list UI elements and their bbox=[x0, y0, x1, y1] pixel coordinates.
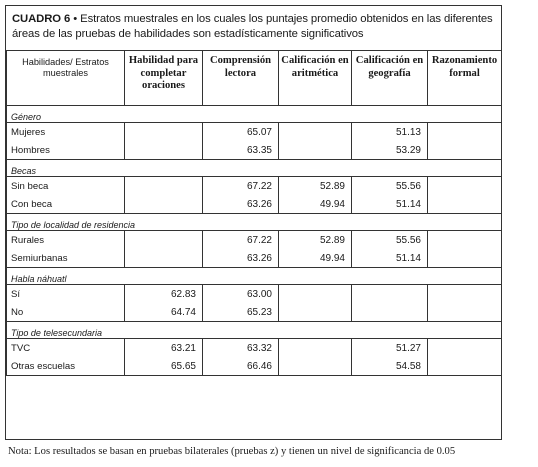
section-title: Becas bbox=[7, 160, 502, 177]
table-cell: 51.14 bbox=[352, 249, 428, 268]
table-cell bbox=[428, 231, 502, 250]
table-cell: 63.26 bbox=[203, 195, 279, 214]
header-strata: Habilidades/ Estratos muestrales bbox=[7, 51, 125, 106]
table-cell: 63.21 bbox=[125, 339, 203, 358]
table-row bbox=[7, 231, 502, 250]
table-cell: 66.46 bbox=[203, 357, 279, 376]
table-cell: 51.14 bbox=[352, 195, 428, 214]
section-header-row bbox=[7, 322, 502, 339]
header-sentence-completion: Habilidad para completar oraciones bbox=[125, 51, 203, 106]
table-cell: 65.23 bbox=[203, 303, 279, 322]
table-frame bbox=[5, 5, 502, 440]
section-title: Género bbox=[7, 106, 502, 123]
caption-bullet: • bbox=[73, 13, 78, 25]
table-cell: 63.00 bbox=[203, 285, 279, 304]
caption-text: Estratos muestrales en los cuales los puntajes promedio obtenidos en las diferentes áreas de las pruebas de habilidades son estadísticamente significativos bbox=[12, 13, 493, 40]
table-cell bbox=[428, 195, 502, 214]
table-cell: 62.83 bbox=[125, 285, 203, 304]
row-label: TVC bbox=[7, 339, 125, 358]
table-cell bbox=[428, 141, 502, 160]
table-cell: 63.26 bbox=[203, 249, 279, 268]
table-cell bbox=[428, 249, 502, 268]
row-label: Otras escuelas bbox=[7, 357, 125, 376]
table-cell: 67.22 bbox=[203, 177, 279, 196]
table-cell bbox=[352, 303, 428, 322]
table-cell bbox=[279, 285, 352, 304]
table-note: Nota: Los resultados se basan en pruebas bilaterales (pruebas z) y tienen un nivel de significancia de 0.05 bbox=[8, 446, 456, 457]
table-cell bbox=[428, 303, 502, 322]
table-row bbox=[7, 195, 502, 214]
table-cell: 54.58 bbox=[352, 357, 428, 376]
table-cell bbox=[279, 357, 352, 376]
table-cell bbox=[125, 123, 203, 142]
table-cell: 49.94 bbox=[279, 249, 352, 268]
row-label: Sin beca bbox=[7, 177, 125, 196]
table-cell: 64.74 bbox=[125, 303, 203, 322]
row-label: Con beca bbox=[7, 195, 125, 214]
table-row bbox=[7, 339, 502, 358]
table-cell: 63.35 bbox=[203, 141, 279, 160]
section-title: Habla náhuatl bbox=[7, 268, 502, 285]
table-row bbox=[7, 303, 502, 322]
table-cell bbox=[279, 123, 352, 142]
table-cell: 67.22 bbox=[203, 231, 279, 250]
table-cell bbox=[125, 141, 203, 160]
table-cell: 55.56 bbox=[352, 177, 428, 196]
table-cell bbox=[428, 177, 502, 196]
header-reading-comprehension: Comprensión lectora bbox=[203, 51, 279, 106]
table-caption bbox=[6, 6, 501, 50]
table-cell: 52.89 bbox=[279, 177, 352, 196]
table-row bbox=[7, 285, 502, 304]
table-cell: 52.89 bbox=[279, 231, 352, 250]
row-label: Sí bbox=[7, 285, 125, 304]
table-cell: 65.07 bbox=[203, 123, 279, 142]
row-label: Semiurbanas bbox=[7, 249, 125, 268]
row-label: No bbox=[7, 303, 125, 322]
row-label: Rurales bbox=[7, 231, 125, 250]
table-cell bbox=[428, 357, 502, 376]
header-arithmetic: Calificación en aritmética bbox=[279, 51, 352, 106]
section-header-row bbox=[7, 160, 502, 177]
section-header-row bbox=[7, 268, 502, 285]
header-formal-reasoning: Razonamiento formal bbox=[428, 51, 502, 106]
table-cell: 55.56 bbox=[352, 231, 428, 250]
table-cell: 51.27 bbox=[352, 339, 428, 358]
table-cell: 49.94 bbox=[279, 195, 352, 214]
header-geography: Calificación en geografía bbox=[352, 51, 428, 106]
table-cell bbox=[428, 123, 502, 142]
table-cell bbox=[125, 195, 203, 214]
table-cell bbox=[428, 339, 502, 358]
table-cell bbox=[279, 141, 352, 160]
table-cell bbox=[279, 303, 352, 322]
header-row bbox=[7, 51, 502, 106]
section-header-row bbox=[7, 214, 502, 231]
section-header-row bbox=[7, 106, 502, 123]
table-cell: 53.29 bbox=[352, 141, 428, 160]
table-cell: 65.65 bbox=[125, 357, 203, 376]
table-cell bbox=[125, 231, 203, 250]
section-title: Tipo de telesecundaria bbox=[7, 322, 502, 339]
table-row bbox=[7, 249, 502, 268]
table-cell bbox=[352, 285, 428, 304]
table-cell bbox=[279, 339, 352, 358]
results-table bbox=[6, 50, 502, 376]
table-row bbox=[7, 123, 502, 142]
table-row bbox=[7, 357, 502, 376]
section-title: Tipo de localidad de residencia bbox=[7, 214, 502, 231]
table-cell: 63.32 bbox=[203, 339, 279, 358]
row-label: Hombres bbox=[7, 141, 125, 160]
table-cell: 51.13 bbox=[352, 123, 428, 142]
table-row bbox=[7, 177, 502, 196]
table-cell bbox=[125, 249, 203, 268]
table-row bbox=[7, 141, 502, 160]
table-cell bbox=[125, 177, 203, 196]
row-label: Mujeres bbox=[7, 123, 125, 142]
caption-label: CUADRO 6 bbox=[12, 13, 71, 25]
table-cell bbox=[428, 285, 502, 304]
